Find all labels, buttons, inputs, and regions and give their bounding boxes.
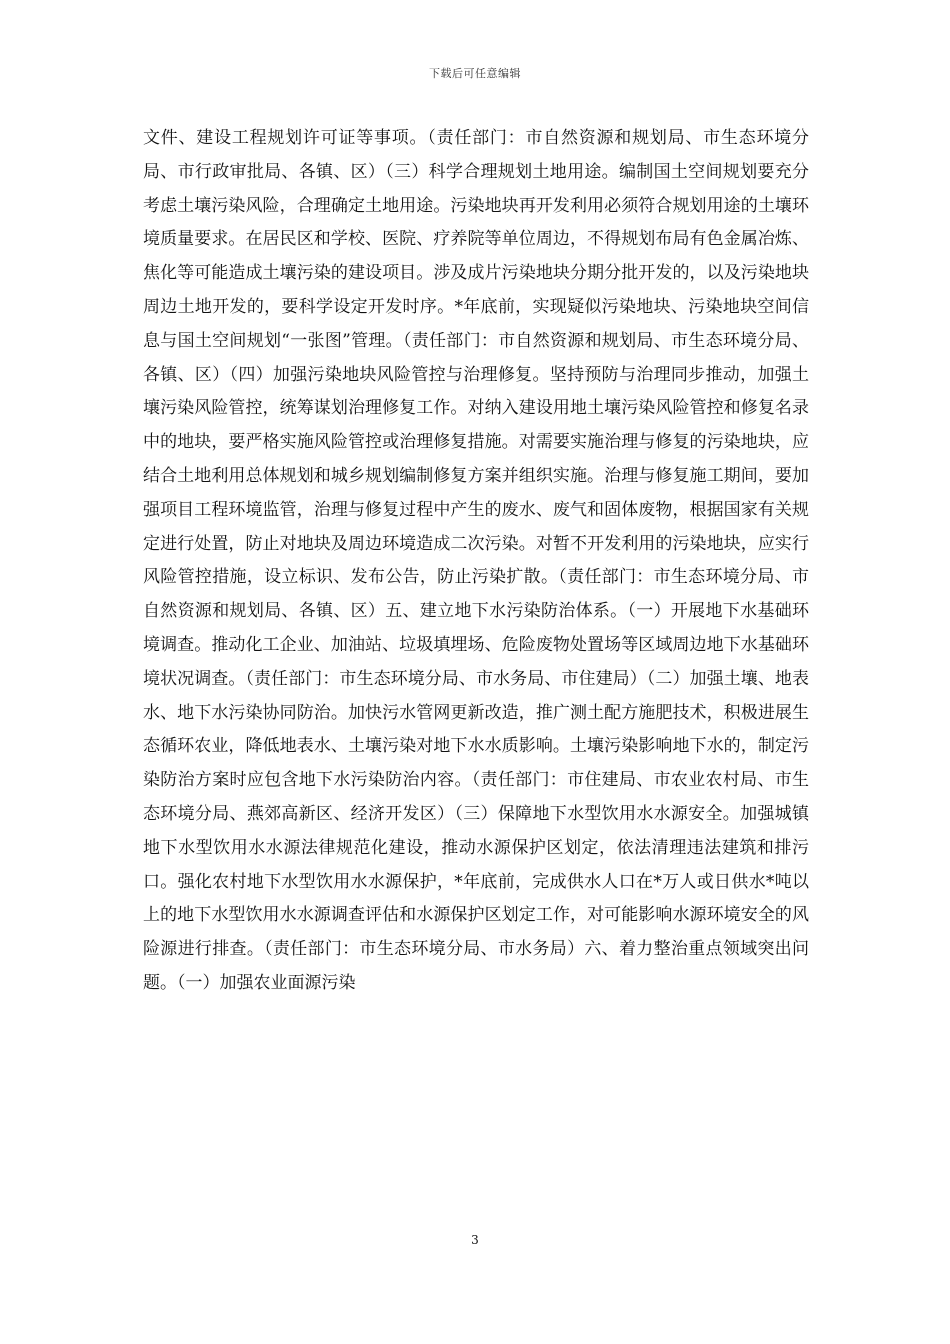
page-header: 下载后可任意编辑 — [429, 67, 521, 80]
page-number: 3 — [471, 1233, 479, 1247]
body-paragraph: 文件、建设工程规划许可证等事项。（责任部门：市自然资源和规划局、市生态环境分局、市行政审批局、各镇、区）（三）科学合理规划土地用途。编制国土空间规划要充分考虑土壤污染风险，合理确定土地用途。污染地块再开发利用必须符合规划用途的土壤环境质量要求。在居民区和学校、医院、疗养院等单位周边，不得规划布局有色金属冶炼、焦化等可能造成土壤污染的建设项目。涉及成片污染地块分期分批开发的，以及污染地块周边土地开发的，要科学设定开发时序。*年底前，实现疑似污染地块、污染地块空间信息与国土空间规划“一张图”管理。（责任部门：市自然资源和规划局、市生态环境分局、各镇、区）（四）加强污染地块风险管控与治理修复。坚持预防与治理同步推动，加强土壤污染风险管控，统筹谋划治理修复工作。对纳入建设用地土壤污染风险管控和修复名录中的地块，要严格实施风险管控或治理修复措施。对需要实施治理与修复的污染地块，应结合土地利用总体规划和城乡规划编制修复方案并组织实施。治理与修复施工期间，要加强项目工程环境监管，治理与修复过程中产生的废水、废气和固体废物，根据国家有关规定进行处置，防止对地块及周边环境造成二次污染。对暂不开发利用的污染地块，应实行风险管控措施，设立标识、发布公告，防止污染扩散。（责任部门：市生态环境分局、市自然资源和规划局、各镇、区）五、建立地下水污染防治体系。（一）开展地下水基础环境调查。推动化工企业、加油站、垃圾填埋场、危险废物处置场等区域周边地下水基础环境状况调查。（责任部门：市生态环境分局、市水务局、市住建局）（二）加强土壤、地表水、地下水污染协同防治。加快污水管网更新改造，推广测土配方施肥技术，积极进展生态循环农业，降低地表水、土壤污染对地下水水质影响。土壤污染影响地下水的，制定污染防治方案时应包含地下水污染防治内容。（责任部门：市住建局、市农业农村局、市生态环境分局、燕郊高新区、经济开发区）（三）保障地下水型饮用水水源安全。加强城镇地下水型饮用水水源法律规范化建设，推动水源保护区划定，依法清理违法建筑和排污口。强化农村地下水型饮用水水源保护，*年底前，完成供水人口在*万人或日供水*吨以上的地下水型饮用水水源调查评估和水源保护区划定工作，对可能影响水源环境安全的风险源进行排查。（责任部门：市生态环境分局、市水务局）六、着力整治重点领域突出问题。（一）加强农业面源污染 — [143, 128, 809, 993]
